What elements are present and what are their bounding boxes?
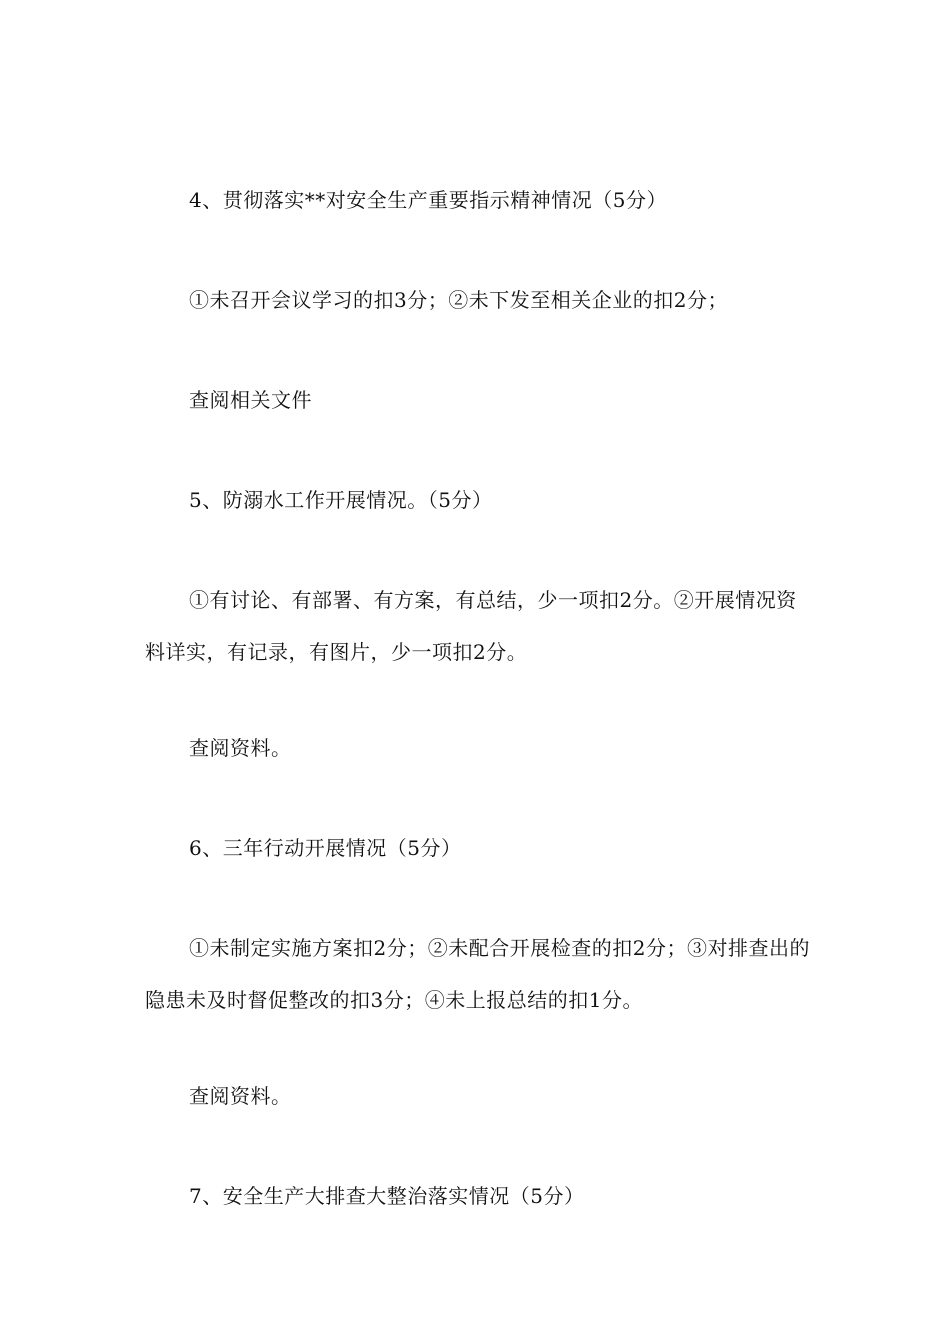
- section-6-method: 查阅资料。: [189, 1084, 292, 1108]
- section-6-criteria: ①未制定实施方案扣2分；②未配合开展检查的扣2分；③对排查出的隐患未及时督促整改的扣3分；④未上报总结的扣1分。: [145, 936, 810, 1012]
- section-4-heading: 4、贯彻落实**对安全生产重要指示精神情况（5分）: [189, 188, 667, 212]
- section-5-method: 查阅资料。: [189, 736, 292, 760]
- section-4-criteria: ①未召开会议学习的扣3分；②未下发至相关企业的扣2分；: [189, 288, 728, 312]
- section-4-method: 查阅相关文件: [189, 388, 312, 412]
- section-5-heading: 5、防溺水工作开展情况。（5分）: [189, 488, 493, 512]
- section-5-criteria: ①有讨论、有部署、有方案，有总结，少一项扣2分。②开展情况资料详实，有记录，有图片，少一项扣2分。: [145, 588, 797, 664]
- section-7-heading: 7、安全生产大排查大整治落实情况（5分）: [189, 1184, 585, 1208]
- section-6-heading: 6、三年行动开展情况（5分）: [189, 836, 462, 860]
